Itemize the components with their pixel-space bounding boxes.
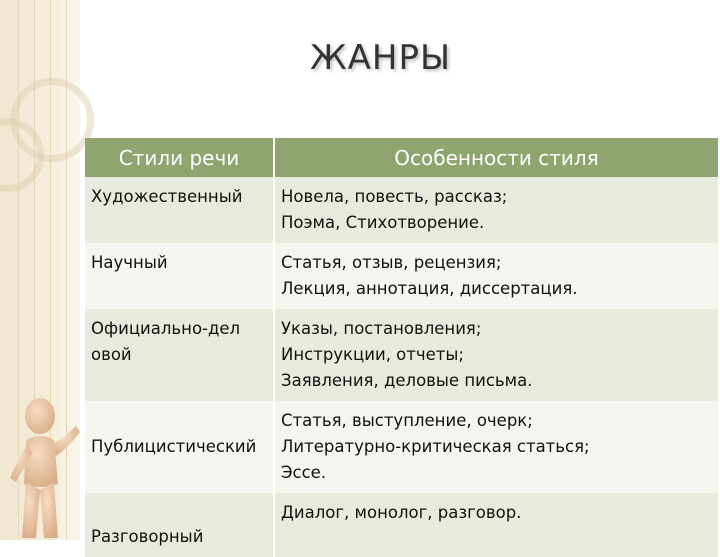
style-cell: Научный: [85, 243, 274, 309]
feature-line: Лекция, аннотация, диссертация.: [281, 279, 578, 298]
column-header-styles: Стили речи: [85, 138, 274, 177]
style-label: Публицистический: [91, 437, 257, 456]
feature-line: Статья, отзыв, рецензия;: [281, 253, 502, 272]
column-header-features: Особенности стиля: [274, 138, 719, 177]
table-row: [85, 243, 719, 309]
table-row: [85, 401, 719, 493]
feature-line: Статья, выступление, очерк;: [281, 411, 533, 430]
table-header-row: [85, 138, 719, 177]
feature-line: Эссе.: [281, 463, 327, 482]
style-cell: [85, 309, 274, 401]
genres-table: [85, 138, 720, 557]
feature-line: Инструкции, отчеты;: [281, 345, 464, 364]
features-cell: [274, 177, 719, 243]
style-label: Официально-деловой: [91, 319, 241, 364]
feature-line: Литературно-критическая статься;: [281, 437, 590, 456]
table-row: [85, 177, 719, 243]
style-cell: [85, 401, 274, 493]
table-row: [85, 493, 719, 557]
features-cell: [274, 243, 719, 309]
presenter-figure-illustration: [2, 392, 82, 540]
features-cell: [274, 493, 719, 557]
style-cell: Художественный: [85, 177, 274, 243]
feature-line: Диалог, монолог, разговор.: [281, 503, 522, 522]
features-cell: [274, 401, 719, 493]
feature-line: Поэма, Стихотворение.: [281, 213, 485, 232]
table-row: [85, 309, 719, 401]
features-cell: [274, 309, 719, 401]
style-cell: Разговорный: [85, 493, 274, 557]
feature-line: Новела, повесть, рассказ;: [281, 187, 508, 206]
feature-line: Заявления, деловые письма.: [281, 371, 533, 390]
page-title: ЖАНРЫ: [310, 38, 451, 78]
feature-line: Указы, постановления;: [281, 319, 482, 338]
